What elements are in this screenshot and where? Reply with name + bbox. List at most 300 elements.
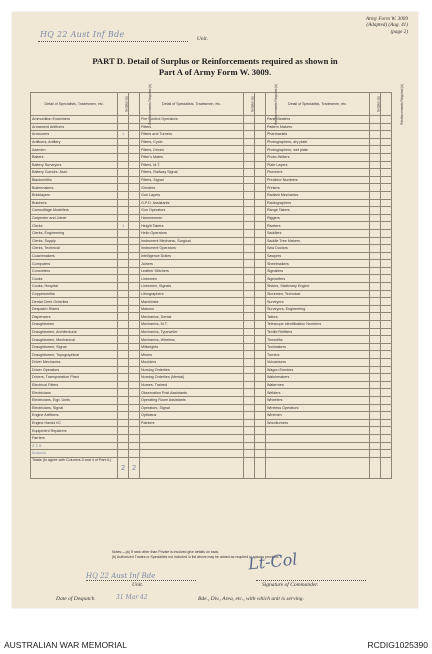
reinforcement-cell xyxy=(381,267,392,275)
reinforcement-cell xyxy=(129,252,140,260)
reinforcement-cell xyxy=(255,229,266,237)
totals-blank xyxy=(381,457,392,478)
surplus-cell xyxy=(370,328,381,336)
specialist-name: Sisters, Stationary Engine xyxy=(265,283,369,291)
totals-blank xyxy=(244,457,255,478)
surplus-cell xyxy=(244,412,255,420)
reinforcement-cell xyxy=(255,434,266,442)
blank-cell xyxy=(381,442,392,450)
specialist-name: Electricians xyxy=(31,389,118,397)
table-row xyxy=(31,412,392,420)
specialist-name: Photographers, wet plate xyxy=(265,146,369,154)
surplus-cell: 1 xyxy=(118,222,129,230)
surplus-cell xyxy=(370,275,381,283)
reinforcement-cell xyxy=(255,169,266,177)
specialist-name: Tinsmiths xyxy=(265,336,369,344)
specialist-name: Miners xyxy=(140,351,244,359)
specialist-name: Machinists xyxy=(140,298,244,306)
detail-header: Detail of Specialists, Tradesmen, etc. xyxy=(265,93,369,116)
reinforcement-cell xyxy=(255,214,266,222)
specialist-name: Lithographers xyxy=(140,290,244,298)
table-row xyxy=(31,123,392,131)
specialist-name: Linesmen, Signals xyxy=(140,283,244,291)
specialist-name: Wireless Operators xyxy=(265,404,369,412)
totals-blank xyxy=(265,457,369,478)
detail-header: Detail of Specialists, Tradesmen, etc. xyxy=(31,93,118,116)
specialist-name: Helio Operators xyxy=(140,229,244,237)
form-page-number: (page 2) xyxy=(390,28,408,35)
table-row xyxy=(31,290,392,298)
table-row xyxy=(31,389,392,397)
reinforcement-cell xyxy=(129,176,140,184)
reinforcement-cell xyxy=(381,116,392,124)
reinforcement-cell xyxy=(129,245,140,253)
specialist-name: Boilermakers xyxy=(31,184,118,192)
unit-label-footer: Unit. xyxy=(132,582,144,588)
reinforcement-cell xyxy=(255,131,266,139)
reinforcements-header-text: Reinforcements Required (b) xyxy=(148,83,153,125)
specialist-name: Computers xyxy=(31,260,118,268)
table-row xyxy=(31,252,392,260)
specialist-name xyxy=(265,434,369,442)
reinforcement-cell xyxy=(255,267,266,275)
reinforcement-cell xyxy=(255,427,266,435)
specialist-name: Bakers xyxy=(31,153,118,161)
table-row xyxy=(31,359,392,367)
surplus-header-text: Surplus (a) xyxy=(376,96,381,112)
reinforcement-cell xyxy=(129,343,140,351)
reinforcement-cell xyxy=(381,359,392,367)
table-row xyxy=(31,146,392,154)
specialist-name: Welders xyxy=(265,389,369,397)
specialist-name: Signallers xyxy=(265,267,369,275)
specialist-name: Sawyers xyxy=(265,252,369,260)
surplus-cell xyxy=(244,191,255,199)
surplus-cell xyxy=(118,267,129,275)
surplus-cell xyxy=(244,336,255,344)
surplus-cell: 1 xyxy=(118,131,129,139)
blank-cell xyxy=(244,442,255,450)
reinforcement-cell xyxy=(381,146,392,154)
table-row xyxy=(31,153,392,161)
reinforcement-cell xyxy=(255,283,266,291)
surplus-cell xyxy=(370,260,381,268)
surplus-cell xyxy=(370,123,381,131)
table-row xyxy=(31,450,392,458)
footer-right: RCDIG1025390 xyxy=(367,640,428,650)
specialist-name: Sheetmakers xyxy=(265,260,369,268)
reinforcement-cell xyxy=(255,146,266,154)
reinforcement-cell xyxy=(381,419,392,427)
specialist-name: Panel Beaters xyxy=(265,116,369,124)
table-row xyxy=(31,237,392,245)
reinforcement-cell xyxy=(129,260,140,268)
specialist-name: Wheelers xyxy=(265,396,369,404)
reinforcement-cell xyxy=(381,298,392,306)
surplus-cell xyxy=(244,321,255,329)
reinforcement-cell xyxy=(255,396,266,404)
table-row xyxy=(31,260,392,268)
reinforcement-cell xyxy=(381,237,392,245)
surplus-cell xyxy=(118,321,129,329)
reinforcement-cell xyxy=(255,313,266,321)
specialists-table xyxy=(30,83,405,479)
surplus-cell xyxy=(118,305,129,313)
specialist-name: Mechanics, Wireless xyxy=(140,336,244,344)
surplus-cell xyxy=(118,374,129,382)
reinforcement-cell xyxy=(381,427,392,435)
footer-left: AUSTRALIAN WAR MEMORIAL xyxy=(4,640,127,650)
reinforcement-cell xyxy=(129,419,140,427)
reinforcement-cell xyxy=(381,404,392,412)
surplus-cell xyxy=(370,313,381,321)
table-row xyxy=(31,116,392,124)
blank-cell xyxy=(129,450,140,458)
table-row xyxy=(31,313,392,321)
blank-cell xyxy=(118,450,129,458)
surplus-cell xyxy=(118,381,129,389)
date-handwritten: 31 Mar 42 xyxy=(116,594,148,601)
specialist-name: Riggers xyxy=(265,214,369,222)
surplus-cell xyxy=(244,290,255,298)
reinforcement-cell xyxy=(129,138,140,146)
totals-blank xyxy=(255,457,266,478)
specialist-name: Engine Artificers xyxy=(31,412,118,420)
commander-signature: Lt-Col xyxy=(247,549,299,574)
unit-handwritten: HQ 22 Aust Inf Bde xyxy=(40,30,125,39)
reinforcement-cell xyxy=(255,116,266,124)
date-label: Date of Despatch xyxy=(56,596,95,602)
reinforcement-cell xyxy=(129,351,140,359)
reinforcement-cell xyxy=(255,321,266,329)
surplus-cell xyxy=(370,290,381,298)
reinforcement-cell xyxy=(129,412,140,420)
unit-line-footer xyxy=(86,580,196,581)
specialist-name: Telescope Identification Numbers xyxy=(265,321,369,329)
reinforcement-cell xyxy=(255,153,266,161)
surplus-cell xyxy=(244,366,255,374)
surplus-cell xyxy=(244,184,255,192)
reinforcement-cell xyxy=(129,267,140,275)
specialist-name: Wiremen xyxy=(265,412,369,420)
reinforcement-cell xyxy=(255,305,266,313)
reinforcement-cell xyxy=(129,191,140,199)
specialist-name: Dispensers xyxy=(31,313,118,321)
surplus-cell xyxy=(370,305,381,313)
surplus-cell xyxy=(118,298,129,306)
surplus-cell xyxy=(370,381,381,389)
reinforcement-cell xyxy=(129,222,140,230)
surplus-cell xyxy=(244,214,255,222)
surplus-cell xyxy=(370,252,381,260)
specialist-name: Dental Clerk Orderlies xyxy=(31,298,118,306)
specialist-name: Electricians, Eqp. Units xyxy=(31,396,118,404)
surplus-cell xyxy=(244,153,255,161)
surplus-cell xyxy=(244,116,255,124)
specialist-name: Textile Refitters xyxy=(265,328,369,336)
surplus-cell xyxy=(244,146,255,154)
reinforcement-cell xyxy=(381,252,392,260)
detail-header: Detail of Specialists, Tradesmen, etc. xyxy=(140,93,244,116)
surplus-cell xyxy=(244,328,255,336)
reinforcement-cell xyxy=(129,229,140,237)
specialist-name: Nurses, Trained xyxy=(140,381,244,389)
blank-cell xyxy=(140,450,244,458)
unit-field xyxy=(38,28,208,44)
specialist-name xyxy=(140,427,244,435)
specialist-name: Farriers xyxy=(31,434,118,442)
unit-line xyxy=(38,41,188,42)
table-row xyxy=(31,343,392,351)
reinforcement-cell xyxy=(381,229,392,237)
surplus-cell xyxy=(244,381,255,389)
specialist-name: Draughtsmen, Signal xyxy=(31,343,118,351)
reinforcement-cell xyxy=(129,161,140,169)
surplus-cell xyxy=(118,434,129,442)
surplus-cell xyxy=(370,222,381,230)
specialist-name: Artificers, Artillery xyxy=(31,138,118,146)
blank-cell xyxy=(129,442,140,450)
table-row xyxy=(31,419,392,427)
surplus-cell xyxy=(370,191,381,199)
specialist-name: Bricklayers xyxy=(31,191,118,199)
blank-cell xyxy=(370,442,381,450)
title-line-2: Part A of Army Form W. 3009. xyxy=(158,66,272,77)
totals-label: Totals (to agree with Columns 3 and 4 of Part A.) xyxy=(31,457,118,478)
reinforcements-header xyxy=(381,83,405,125)
surplus-cell xyxy=(370,161,381,169)
reinforcement-cell xyxy=(129,184,140,192)
table-row xyxy=(31,374,392,382)
form-title xyxy=(42,56,388,78)
specialist-name: Fitters xyxy=(140,123,244,131)
blank-cell xyxy=(265,450,369,458)
specialist-name: Vulcanisers xyxy=(265,359,369,367)
surplus-cell xyxy=(244,313,255,321)
surplus-header xyxy=(370,93,381,116)
reinforcement-cell xyxy=(381,191,392,199)
blank-cell xyxy=(265,442,369,450)
specialist-name: Gun Layers xyxy=(140,191,244,199)
specialist-name: Clerks xyxy=(31,222,118,230)
surplus-cell xyxy=(118,245,129,253)
surplus-cell xyxy=(244,427,255,435)
specialist-name: Equipment Repairers xyxy=(31,427,118,435)
reinforcement-cell xyxy=(255,138,266,146)
surplus-cell xyxy=(118,313,129,321)
reinforcement-cell xyxy=(255,222,266,230)
reinforcement-cell xyxy=(381,214,392,222)
specialist-name: Grinders xyxy=(140,184,244,192)
blank-cell xyxy=(381,450,392,458)
note-b: (b) Authorized Trades or Specialists not included in list above may be added as required in spaces provided. xyxy=(112,555,280,559)
specialist-name: Moulders xyxy=(140,359,244,367)
reinforcement-cell xyxy=(255,199,266,207)
specialist-name: Radiant Mechanics xyxy=(265,191,369,199)
reinforcement-cell xyxy=(129,207,140,215)
surplus-cell xyxy=(118,153,129,161)
surplus-cell xyxy=(118,176,129,184)
surplus-cell xyxy=(370,146,381,154)
specialist-name: Surveyors xyxy=(265,298,369,306)
reinforcement-cell xyxy=(255,176,266,184)
reinforcement-cell xyxy=(129,321,140,329)
totals-surplus: 2 xyxy=(118,457,129,478)
reinforcement-cell xyxy=(255,374,266,382)
table-row xyxy=(31,222,392,230)
surplus-cell xyxy=(118,207,129,215)
specialist-name: Fitters, Signal xyxy=(140,176,244,184)
reinforcement-cell xyxy=(381,283,392,291)
surplus-cell xyxy=(118,275,129,283)
surplus-cell xyxy=(244,237,255,245)
reinforcement-cell xyxy=(255,404,266,412)
reinforcement-cell xyxy=(129,313,140,321)
surplus-cell xyxy=(244,419,255,427)
surplus-cell xyxy=(118,404,129,412)
table-row xyxy=(31,184,392,192)
reinforcement-cell xyxy=(129,359,140,367)
reinforcement-cell xyxy=(255,260,266,268)
specialist-name: Saddle Tree Makers xyxy=(265,237,369,245)
specialist-name: Opticians xyxy=(140,412,244,420)
table-row xyxy=(31,396,392,404)
surplus-cell xyxy=(244,199,255,207)
reinforcement-cell xyxy=(129,404,140,412)
surplus-header-text: Surplus (a) xyxy=(250,96,255,112)
specialist-name: Pattern Makers xyxy=(265,123,369,131)
reinforcement-cell xyxy=(381,153,392,161)
specialist-name: Fitters, M.T. xyxy=(140,161,244,169)
specialist-name: Nursing Orderlies (Mental) xyxy=(140,374,244,382)
reinforcement-cell xyxy=(381,245,392,253)
table-row xyxy=(31,245,392,253)
handwritten-entry: 2 2 6 xyxy=(31,442,118,450)
specialist-name: Axemen xyxy=(31,146,118,154)
specialist-name: Fitters, Driven xyxy=(140,146,244,154)
surplus-cell xyxy=(244,245,255,253)
blank-cell xyxy=(370,450,381,458)
table-row xyxy=(31,283,392,291)
totals-row xyxy=(31,457,392,478)
surplus-cell xyxy=(370,396,381,404)
reinforcement-cell xyxy=(255,336,266,344)
form-adapted: (Adapted) (Aug. 41) xyxy=(366,22,408,29)
specialist-name: Painters xyxy=(140,419,244,427)
specialist-name: Pharmacists xyxy=(265,131,369,139)
reinforcement-cell xyxy=(255,275,266,283)
surplus-cell xyxy=(244,123,255,131)
specialist-name: Clerks, Supply xyxy=(31,237,118,245)
specialist-name: Radiographers xyxy=(265,199,369,207)
reinforcement-cell xyxy=(381,313,392,321)
surplus-header xyxy=(118,93,129,116)
reinforcement-cell xyxy=(129,123,140,131)
specialist-name: Tailors xyxy=(265,313,369,321)
reinforcement-cell xyxy=(381,131,392,139)
specialist-name: Draughtsmen, Topographical xyxy=(31,351,118,359)
reinforcement-cell xyxy=(381,123,392,131)
reinforcement-cell xyxy=(129,381,140,389)
surplus-cell xyxy=(118,419,129,427)
specialist-name: Printers xyxy=(265,184,369,192)
reinforcement-cell xyxy=(255,412,266,420)
surplus-cell xyxy=(244,222,255,230)
table-row xyxy=(31,404,392,412)
reinforcement-cell xyxy=(129,153,140,161)
specialist-name: Plate Layers xyxy=(265,161,369,169)
table-row xyxy=(31,275,392,283)
specialist-name: Coachmakers xyxy=(31,252,118,260)
totals-blank xyxy=(370,457,381,478)
reinforcement-cell xyxy=(381,321,392,329)
surplus-cell xyxy=(118,123,129,131)
reinforcement-cell xyxy=(255,245,266,253)
specialist-name: Observation Post Assistants xyxy=(140,389,244,397)
reinforcement-cell xyxy=(381,336,392,344)
reinforcement-cell xyxy=(129,283,140,291)
reinforcement-cell xyxy=(129,427,140,435)
table-row xyxy=(31,161,392,169)
surplus-cell xyxy=(370,374,381,382)
surplus-cell xyxy=(370,283,381,291)
table-row xyxy=(31,336,392,344)
reinforcement-cell xyxy=(255,298,266,306)
surplus-cell xyxy=(244,389,255,397)
reinforcement-cell xyxy=(255,252,266,260)
surplus-cell xyxy=(118,169,129,177)
reinforcement-cell xyxy=(381,138,392,146)
specialist-name: Electricians, Signal xyxy=(31,404,118,412)
form-notes xyxy=(112,550,372,560)
surplus-cell xyxy=(118,191,129,199)
surplus-header-text: Surplus (a) xyxy=(124,96,129,112)
reinforcement-cell xyxy=(129,374,140,382)
surplus-cell xyxy=(244,434,255,442)
specialist-name: Clerks, Technical xyxy=(31,245,118,253)
specialist-name: Draughtsmen, Architectural xyxy=(31,328,118,336)
surplus-cell xyxy=(370,176,381,184)
reinforcement-cell xyxy=(255,419,266,427)
specialist-name: Fitters, Railway Signal xyxy=(140,169,244,177)
title-line-1: PART D. Detail of Surplus or Reinforcements required as shown in xyxy=(92,56,338,66)
specialist-name xyxy=(140,434,244,442)
surplus-cell xyxy=(118,336,129,344)
surplus-cell xyxy=(370,138,381,146)
surplus-cell xyxy=(370,298,381,306)
unit-handwritten-footer: HQ 22 Aust Inf Bde xyxy=(86,572,156,580)
surplus-cell xyxy=(370,116,381,124)
specialist-name: Watchmakers xyxy=(265,374,369,382)
surplus-cell xyxy=(370,412,381,420)
surplus-cell xyxy=(370,184,381,192)
surplus-cell xyxy=(244,275,255,283)
reinforcement-cell xyxy=(129,396,140,404)
totals-blank xyxy=(140,457,244,478)
specialist-name: Operating Room Assistants xyxy=(140,396,244,404)
reinforcement-cell xyxy=(255,343,266,351)
surplus-cell xyxy=(370,404,381,412)
surplus-cell xyxy=(118,389,129,397)
surplus-cell xyxy=(244,229,255,237)
surplus-cell xyxy=(244,298,255,306)
reinforcement-cell xyxy=(255,366,266,374)
table-body xyxy=(31,116,392,458)
surplus-cell xyxy=(370,359,381,367)
surplus-cell xyxy=(370,419,381,427)
surplus-cell xyxy=(370,207,381,215)
specialist-name: Drivers, Transportation Plant xyxy=(31,374,118,382)
